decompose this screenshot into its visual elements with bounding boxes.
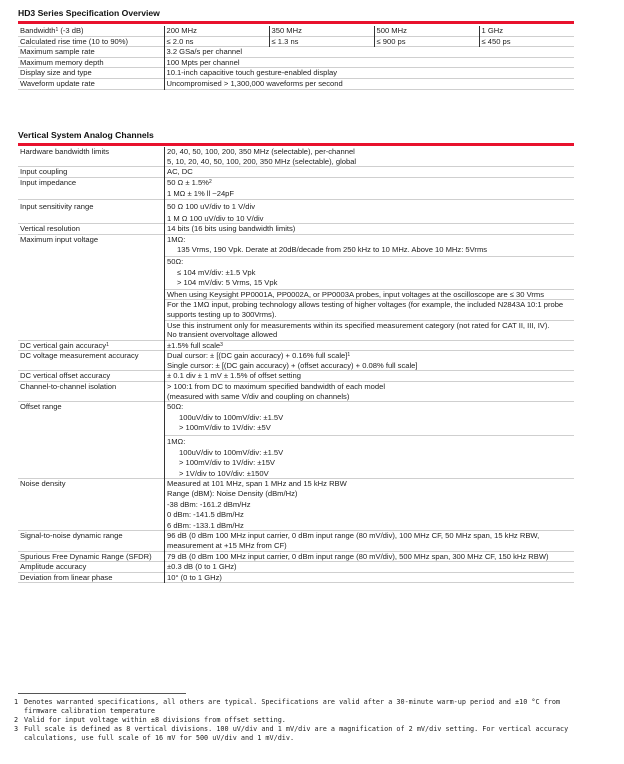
row-label: Maximum memory depth bbox=[18, 57, 164, 68]
cell-value: ≤ 1.3 ns bbox=[269, 36, 374, 47]
cell-value: 3.2 GSa/s per channel bbox=[166, 47, 243, 57]
table-row bbox=[18, 572, 574, 583]
vertical-red-rule bbox=[18, 143, 574, 146]
cell-1ghz: 1 GHz bbox=[481, 26, 504, 35]
cell-value: Uncompromised > 1,300,000 waveforms per second bbox=[166, 78, 343, 88]
vertical-table bbox=[18, 147, 574, 583]
cell-value: 10° (0 to 1 GHz) bbox=[167, 572, 222, 582]
table-row bbox=[18, 562, 574, 573]
row-label: Deviation from linear phase bbox=[18, 572, 165, 583]
table-row bbox=[18, 147, 574, 167]
cell-value: 50Ω: 100uV/div to 100mV/div: ±1.5V > 100mV/div to 1V/div: ±5V 1MΩ: 100uV/div to 100mV/div: ±1.5V > 100mV/div to 1V/div: ±15V > 1V/div to 10V/div: ±150V bbox=[165, 402, 575, 479]
table-row bbox=[18, 224, 574, 235]
table-row bbox=[18, 167, 574, 178]
table-row bbox=[18, 57, 574, 68]
row-label: Display size and type bbox=[18, 68, 164, 79]
cell-value: 10.1-inch capacitive touch gesture-enabled display bbox=[166, 68, 338, 78]
row-label: Offset range bbox=[18, 402, 165, 479]
row-label: DC vertical offset accuracy bbox=[18, 371, 165, 382]
cell-value: ≤ 900 ps bbox=[374, 36, 479, 47]
cell-350mhz: 350 MHz bbox=[269, 26, 374, 36]
cell-value: 79 dB (0 dBm 100 MHz input carrier, 0 dBm input range (80 mV/div), 500 MHz span, 300 MHz CF, 150 kHz RBW) bbox=[167, 551, 549, 561]
row-label: DC voltage measurement accuracy bbox=[18, 351, 165, 371]
table-row bbox=[18, 68, 574, 79]
table-row bbox=[18, 47, 574, 58]
cell-value: Dual cursor: ± [(DC gain accuracy) + 0.16% full scale]$^1$ Single cursor: ± [(DC gain accuracy) + (offset accuracy) + 0.08% full scale] bbox=[167, 351, 418, 370]
row-label: Maximum sample rate bbox=[18, 47, 164, 58]
row-label: Maximum input voltage bbox=[18, 234, 165, 340]
table-row bbox=[18, 551, 574, 562]
cell-500mhz: 500 MHz bbox=[374, 26, 479, 36]
row-label: Spurious Free Dynamic Range (SFDR) bbox=[18, 551, 165, 562]
cell-value: AC, DC bbox=[167, 167, 193, 177]
cell-value: 50 Ω ± 1.5%$^2$ 1 MΩ ± 1% ll ~24pF bbox=[167, 177, 235, 199]
row-label: Bandwidth$^1$ (-3 dB) bbox=[18, 26, 164, 36]
cell-200mhz: 200 MHz bbox=[164, 26, 269, 36]
row-label: Hardware bandwidth limits bbox=[18, 147, 165, 167]
table-row bbox=[18, 36, 574, 47]
cell-value: 50 Ω 100 uV/div to 1 V/div 1 M Ω 100 uV/div to 10 V/div bbox=[167, 201, 264, 223]
vertical-title: Vertical System Analog Channels bbox=[18, 130, 154, 140]
row-label: Input coupling bbox=[18, 167, 165, 178]
row-label: Signal-to-noise dynamic range bbox=[18, 531, 165, 551]
cell-value: 100 Mpts per channel bbox=[166, 57, 240, 67]
row-label: Calculated rise time (10 to 90%) bbox=[18, 36, 164, 47]
table-row bbox=[18, 382, 574, 402]
cell-value: ≤ 2.0 ns bbox=[164, 36, 269, 47]
table-row bbox=[18, 340, 574, 351]
row-label: Waveform update rate bbox=[18, 78, 164, 89]
table-row bbox=[18, 199, 574, 223]
row-label: DC vertical gain accuracy$^1$ bbox=[18, 340, 165, 351]
overview-table bbox=[18, 26, 574, 90]
footnote-1: 1 Denotes warranted specifications, all others are typical. Specifications are valid after a 30-minute warm-up period and ±10 °C from firmware calibration temperature bbox=[14, 698, 561, 715]
table-row bbox=[18, 371, 574, 382]
row-label: Input impedance bbox=[18, 177, 165, 199]
table-row bbox=[18, 402, 574, 479]
footnote-rule bbox=[18, 693, 186, 694]
cell-value: 1MΩ: 135 Vrms, 190 Vpk. Derate at 20dB/decade from 250 kHz to 10 MHz. Above 10 MHz: 5Vrms 50Ω: ≤ 104 mV/div: ±1.5 Vpk > 104 mV/div: 5 Vrms, 15 Vpk When using Keysight PP0001A, PP0002A, or PP0003A probes, input voltages at the oscilloscope are ≤ 30 Vrms For the 1MΩ input, probing technology allows testing of higher voltages (for example, the included N2843A 10:1 probe supports testing up to 300Vrms). Use this instrument only for measurements within its specified measurement category (not rated for CAT II, III, IV). No transient overvoltage allowed bbox=[165, 234, 575, 340]
cell-value: 14 bits (16 bits using bandwidth limits) bbox=[167, 224, 296, 234]
cell-value: 96 dB (0 dBm 100 MHz input carrier, 0 dBm input range (80 mV/div), 100 MHz CF, 50 MHz span, 15 kHz RBW, measurement at +15 MHz from CF) bbox=[167, 531, 540, 550]
footnote-2: 2 Valid for input voltage within ±8 divisions from offset setting. bbox=[14, 716, 286, 724]
row-label: Amplitude accuracy bbox=[18, 562, 165, 573]
row-label: Noise density bbox=[18, 479, 165, 531]
cell-value: ±1.5% full scale$^3$ bbox=[167, 340, 223, 350]
cell-value: ± 0.1 div ± 1 mV ± 1.5% of offset setting bbox=[167, 371, 301, 381]
overview-red-rule bbox=[18, 21, 574, 24]
table-row bbox=[18, 78, 574, 89]
table-row bbox=[18, 479, 574, 531]
overview-title: HD3 Series Specification Overview bbox=[18, 8, 160, 18]
cell-value: > 100:1 from DC to maximum specified bandwidth of each model (measured with same V/div and coupling on channels) bbox=[167, 382, 386, 401]
table-row bbox=[18, 531, 574, 551]
table-row bbox=[18, 26, 574, 36]
cell-value: ≤ 450 ps bbox=[481, 36, 511, 46]
table-row bbox=[18, 351, 574, 371]
footnote-3: 3 Full scale is defined as 8 vertical divisions. 100 uV/div and 1 mV/div are a magnification of 2 mV/div setting. For vertical accuracy calculations, use full scale of 16 mV for 500 uV/div and 1 mV/div. bbox=[14, 725, 569, 742]
table-row bbox=[18, 177, 574, 199]
row-label: Input sensitivity range bbox=[18, 199, 165, 223]
cell-value: ±0.3 dB (0 to 1 GHz) bbox=[167, 562, 237, 572]
footnotes bbox=[14, 698, 574, 743]
row-label: Channel-to-channel isolation bbox=[18, 382, 165, 402]
cell-value: 20, 40, 50, 100, 200, 350 MHz (selectable), per-channel 5, 10, 20, 40, 50, 100, 200, 350 MHz (selectable), global bbox=[167, 147, 357, 166]
cell-value: Measured at 101 MHz, span 1 MHz and 15 kHz RBW Range (dBM): Noise Density (dBm/Hz) -38 dBm: -161.2 dBm/Hz 0 dBm: -141.5 dBm/Hz 6 dBm: -133.1 dBm/Hz bbox=[167, 479, 347, 530]
table-row bbox=[18, 234, 574, 340]
row-label: Vertical resolution bbox=[18, 224, 165, 235]
